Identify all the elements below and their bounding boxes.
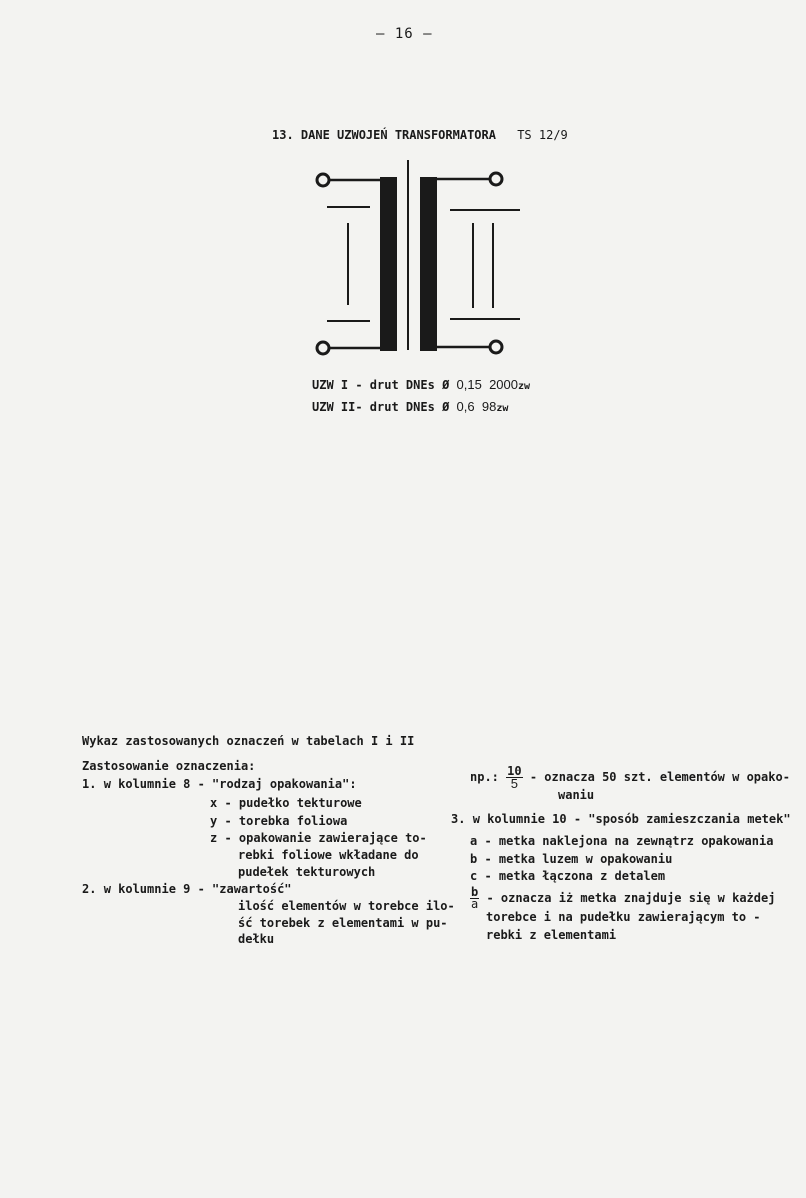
diameter-symbol: Ø	[442, 400, 450, 414]
example-fraction	[506, 766, 522, 789]
diameter-symbol: Ø	[442, 378, 450, 392]
winding-1-spec	[312, 377, 530, 392]
example-text-cont: waniu	[558, 788, 595, 802]
item-1-option-y: y - torebka foliowa	[210, 814, 348, 828]
transformer-schematic	[300, 155, 530, 365]
winding-1-turns: 2000	[489, 377, 518, 392]
item-3-option-c: c - metka łączona z detalem	[470, 869, 666, 883]
item-1-option-x: x - pudełko tekturowe	[210, 796, 362, 810]
example-text: - oznacza 50 szt. elementów w opako-	[529, 770, 790, 784]
item-1-number: 1.	[82, 777, 97, 791]
legend-item-2	[82, 882, 292, 896]
item-1-option-z-cont-1: rebki foliowe wkładane do	[238, 848, 419, 862]
primary-terminal-top	[317, 174, 329, 186]
winding-2-label: UZW II- drut DNEs	[312, 400, 435, 414]
winding-2-wire: 0,6	[456, 399, 475, 414]
item-3-fraction-text-2: torebce i na pudełku zawierającym to -	[486, 910, 761, 924]
example-denominator: 5	[510, 776, 518, 791]
primary-core-bar	[380, 177, 397, 351]
item-3-number: 3.	[451, 812, 466, 826]
secondary-terminal-top	[490, 173, 502, 185]
winding-1-wire: 0,15	[456, 377, 482, 392]
example-numerator: 10	[507, 764, 522, 778]
item-3-fraction-denominator: a	[471, 897, 479, 911]
legend-item-3	[451, 812, 791, 826]
item-2-line-1: ilość elementów w torebce ilo-	[238, 899, 455, 913]
secondary-terminal-bottom	[490, 341, 502, 353]
winding-2-turns: 98	[481, 399, 497, 414]
example-line	[470, 766, 790, 789]
page-number: — 16 —	[376, 26, 433, 42]
item-3-fraction	[470, 887, 479, 910]
winding-1-label: UZW I - drut DNEs	[312, 378, 435, 392]
legend-heading: Wykaz zastosowanych oznaczeń w tabelach I i II	[82, 734, 415, 748]
item-3-text: w kolumnie 10 - "sposób zamieszczania metek"	[472, 812, 791, 826]
primary-terminal-bottom	[317, 342, 329, 354]
winding-1-unit: zw	[518, 381, 531, 392]
item-3-fraction-line	[470, 887, 775, 910]
item-2-number: 2.	[82, 882, 97, 896]
section-title	[272, 128, 568, 142]
item-3-option-b: b - metka luzem w opakowaniu	[470, 852, 673, 866]
item-3-fraction-text-1: - oznacza iż metka znajduje się w każdej	[486, 891, 776, 905]
legend-subheading: Zastosowanie oznaczenia:	[82, 759, 256, 773]
example-prefix: np.:	[470, 770, 499, 784]
item-1-option-z: z - opakowanie zawierające to-	[210, 831, 427, 845]
item-2-line-2: ść torebek z elementami w pu-	[238, 916, 448, 930]
item-3-fraction-numerator: b	[471, 885, 479, 899]
item-3-fraction-text-3: rebki z elementami	[486, 928, 617, 942]
secondary-core-bar	[420, 177, 437, 351]
transformer-model: TS 12/9	[517, 128, 568, 142]
item-2-text: w kolumnie 9 - "zawartość"	[103, 882, 292, 896]
winding-2-spec	[312, 399, 508, 414]
section-title-text: 13. DANE UZWOJEŃ TRANSFORMATORA	[272, 128, 496, 142]
item-3-option-a: a - metka naklejona na zewnątrz opakowania	[470, 834, 774, 848]
item-1-text: w kolumnie 8 - "rodzaj opakowania":	[103, 777, 357, 791]
winding-2-unit: zw	[496, 403, 509, 414]
item-2-line-3: dełku	[238, 932, 275, 946]
legend-item-1	[82, 777, 357, 791]
item-1-option-z-cont-2: pudełek tekturowych	[238, 865, 376, 879]
